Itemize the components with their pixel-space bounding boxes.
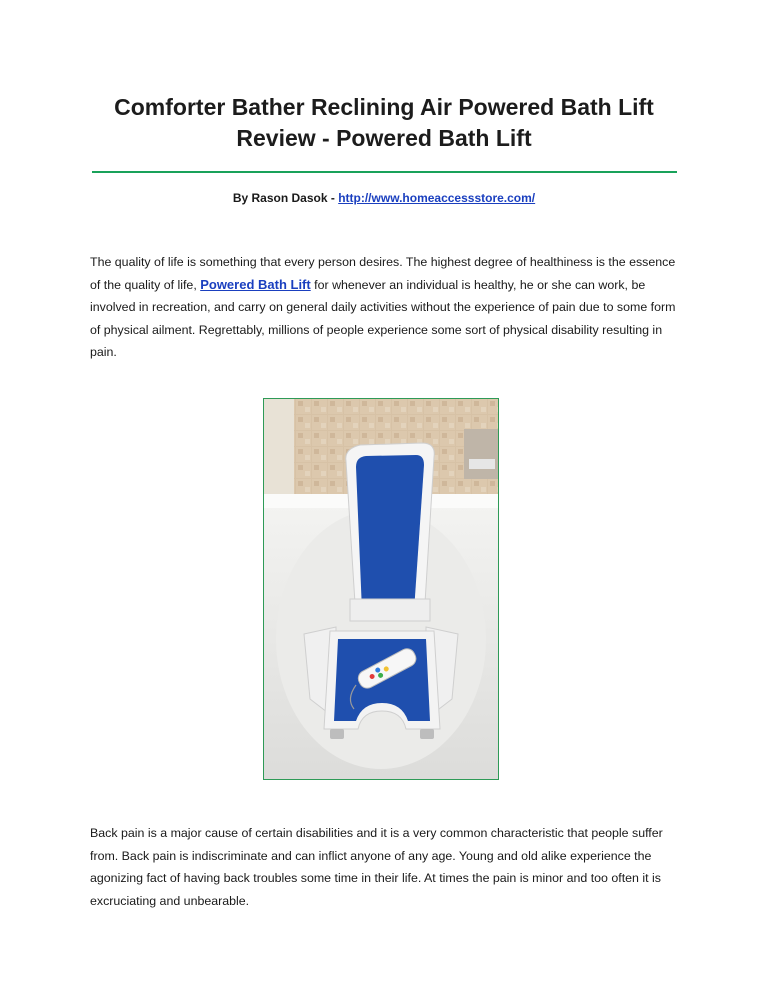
paragraph-1-text-b: for whenever an individual is healthy, he or she can work, be involved in recreation, and carry on general daily activities without the experience of pain due to some form of physical ailment. Regrettably, millions of people experience some sort of physical disability resulting in pain. xyxy=(90,277,676,360)
byline xyxy=(0,191,768,205)
byline-link[interactable]: http://www.homeaccessstore.com/ xyxy=(338,191,536,205)
title-line-2: Review - Powered Bath Lift xyxy=(236,125,532,151)
page-title xyxy=(80,92,688,154)
title-line-1: Comforter Bather Reclining Air Powered Bath Lift xyxy=(114,94,654,120)
paragraph-2: Back pain is a major cause of certain disabilities and it is a very common characteristic that people suffer from. Back pain is indiscriminate and can inflict anyone of any age. Young and old alike experience the agonizing fact of having back troubles some time in their life. At times the pain is minor and too often it is excruciating and unbearable. xyxy=(90,826,663,908)
byline-author: By Rason Dasok - xyxy=(232,191,339,205)
bath-lift-photo xyxy=(263,398,499,780)
title-divider xyxy=(92,171,677,173)
paragraph-1-text-a: The quality of life is something that every person desires. The highest degree of healthiness is the essence of the quality of life, xyxy=(90,255,676,292)
powered-bath-lift-link[interactable]: Powered Bath Lift xyxy=(200,276,311,292)
paragraph-1 xyxy=(90,251,680,364)
